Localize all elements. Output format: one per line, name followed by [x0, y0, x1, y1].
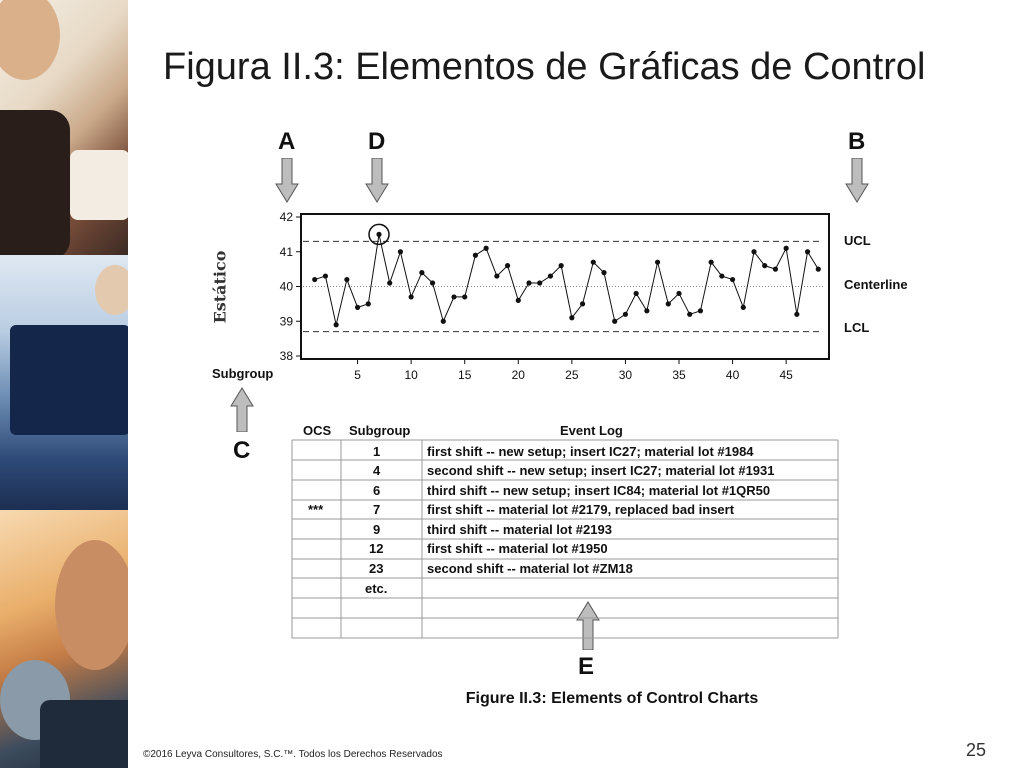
log-subgroup-cell: 9 — [373, 522, 381, 537]
event-log-header: Event Log — [560, 423, 623, 438]
log-event-cell: third shift -- new setup; insert IC84; material lot #1QR50 — [427, 483, 771, 498]
page-number: 25 — [966, 740, 987, 760]
x-tick-label: 45 — [779, 368, 793, 382]
x-tick-label: 20 — [511, 368, 525, 382]
x-axis-label: Subgroup — [212, 366, 274, 381]
centerline-label: Centerline — [844, 277, 908, 292]
slide-title: Figura II.3: Elementos de Gráficas de Control — [163, 46, 926, 88]
annotation-a: A — [278, 128, 296, 155]
subgroup-header: Subgroup — [349, 423, 411, 438]
log-event-cell: first shift -- new setup; insert IC27; material lot #1984 — [427, 444, 754, 459]
log-event-cell: second shift -- new setup; insert IC27; material lot #1931 — [427, 463, 775, 478]
y-tick-label: 39 — [279, 314, 293, 329]
y-axis-label: Estático — [210, 250, 230, 324]
y-tick-label: 42 — [279, 210, 293, 224]
x-tick-label: 10 — [404, 368, 418, 382]
x-tick-label: 35 — [672, 368, 686, 382]
annotation-d: D — [368, 128, 386, 155]
x-tick-label: 15 — [458, 368, 472, 382]
copyright-notice: ©2016 Leyva Consultores, S.C.™. Todos los Derechos Reservados — [143, 749, 443, 760]
log-ocs-cell: *** — [308, 502, 324, 517]
log-subgroup-cell: 12 — [369, 541, 384, 556]
log-subgroup-cell: 1 — [373, 444, 381, 459]
log-subgroup-cell: 4 — [373, 463, 381, 478]
log-event-cell: first shift -- material lot #2179, replaced bad insert — [427, 502, 735, 517]
log-subgroup-cell: etc. — [365, 581, 388, 596]
x-tick-label: 40 — [725, 368, 740, 382]
annotation-b: B — [848, 128, 866, 155]
y-tick-label: 41 — [279, 244, 293, 259]
log-subgroup-cell: 6 — [373, 483, 381, 498]
log-event-cell: third shift -- material lot #2193 — [427, 522, 612, 537]
log-event-cell: second shift -- material lot #ZM18 — [427, 561, 633, 576]
lcl-label: LCL — [844, 320, 870, 335]
annotation-e: E — [578, 653, 595, 680]
ocs-header: OCS — [303, 423, 332, 438]
x-tick-label: 30 — [618, 368, 633, 382]
x-tick-label: 5 — [354, 368, 361, 382]
y-tick-label: 38 — [279, 349, 293, 363]
log-subgroup-cell: 23 — [369, 561, 384, 576]
figure-caption: Figure II.3: Elements of Control Charts — [465, 690, 759, 707]
y-tick-label: 40 — [279, 279, 293, 294]
x-tick-label: 25 — [565, 368, 579, 382]
annotation-c: C — [233, 437, 251, 464]
log-event-cell: first shift -- material lot #1950 — [427, 541, 608, 556]
ucl-label: UCL — [844, 233, 871, 248]
log-subgroup-cell: 7 — [373, 502, 381, 517]
